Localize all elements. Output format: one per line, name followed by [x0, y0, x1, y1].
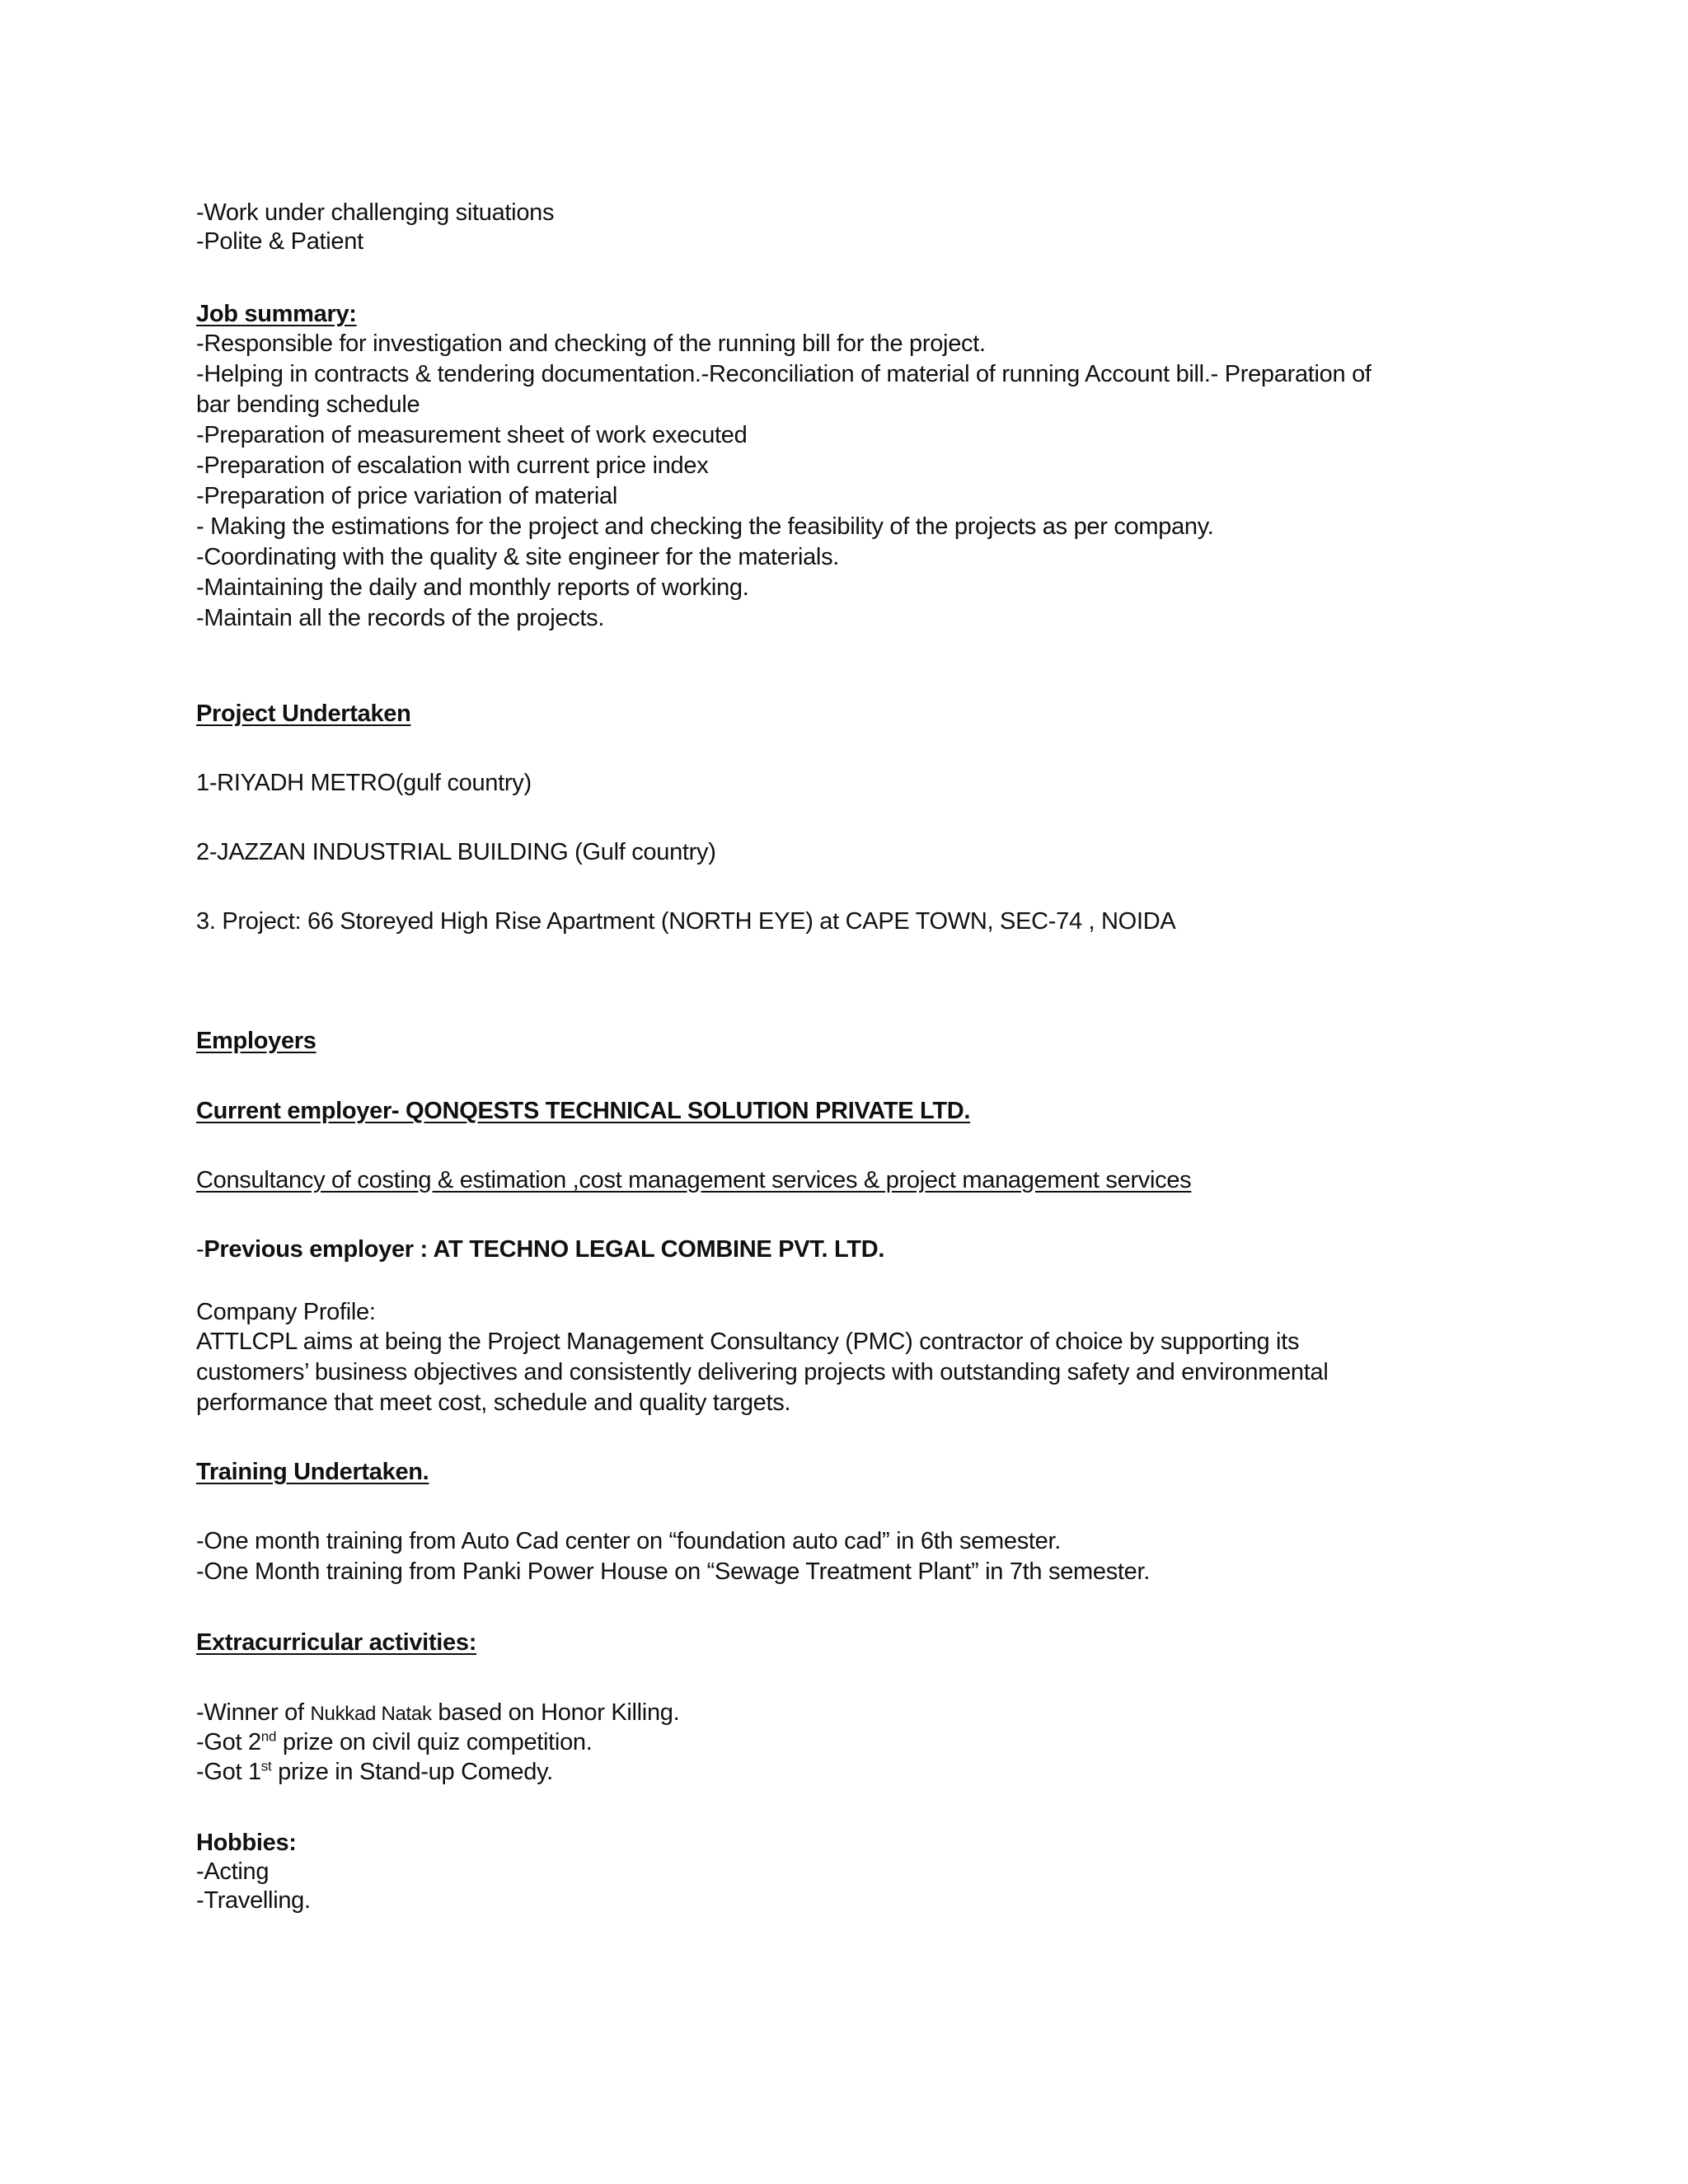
- comedy-ordinal: st: [260, 1758, 272, 1774]
- employers-heading: Employers: [196, 1028, 316, 1054]
- comedy-prefix: -Got 1: [196, 1759, 261, 1785]
- job-summary-line: -Coordinating with the quality & site engineer for the materials.: [196, 544, 840, 570]
- company-profile-line: customers’ business objectives and consistently delivering projects with outstanding safety and environmental: [196, 1359, 1329, 1385]
- hobby-item: -Acting: [196, 1858, 270, 1885]
- hobbies-heading: Hobbies:: [196, 1830, 297, 1856]
- company-profile-line: performance that meet cost, schedule and quality targets.: [196, 1390, 791, 1416]
- extracurricular-comedy: [196, 1757, 553, 1787]
- quality-line: -Work under challenging situations: [196, 199, 555, 226]
- project-item: 3. Project: 66 Storeyed High Rise Apartment (NORTH EYE) at CAPE TOWN, SEC-74 , NOIDA: [196, 908, 1176, 935]
- hobby-item: -Travelling.: [196, 1887, 311, 1914]
- project-item: 2-JAZZAN INDUSTRIAL BUILDING (Gulf country): [196, 839, 716, 865]
- quiz-prefix: -Got 2: [196, 1729, 261, 1755]
- job-summary-line: -Maintaining the daily and monthly reports of working.: [196, 574, 749, 601]
- quiz-ordinal: nd: [260, 1728, 277, 1745]
- winner-suffix: based on Honor Killing.: [431, 1699, 680, 1726]
- job-summary-line: -Preparation of escalation with current price index: [196, 452, 709, 479]
- extracurricular-quiz: [196, 1727, 593, 1757]
- quality-line: -Polite & Patient: [196, 228, 363, 255]
- projects-heading: Project Undertaken: [196, 701, 411, 727]
- training-line: -One Month training from Panki Power House on “Sewage Treatment Plant” in 7th semester.: [196, 1558, 1151, 1585]
- previous-employer-name: Previous employer : AT TECHNO LEGAL COMBINE PVT. LTD.: [204, 1236, 885, 1263]
- job-summary-line: -Preparation of price variation of material: [196, 483, 617, 509]
- company-profile-line: ATTLCPL aims at being the Project Management Consultancy (PMC) contractor of choice by supporting its: [196, 1329, 1300, 1355]
- job-summary-line: bar bending schedule: [196, 391, 420, 418]
- job-summary-line: -Preparation of measurement sheet of work executed: [196, 422, 748, 448]
- project-item: 1-RIYADH METRO(gulf country): [196, 770, 532, 796]
- current-employer: Current employer- QONQESTS TECHNICAL SOLUTION PRIVATE LTD.: [196, 1098, 971, 1124]
- job-summary-line: -Helping in contracts & tendering documentation.-Reconciliation of material of running Account bill.- Preparation of: [196, 361, 1372, 387]
- winner-event: Nukkad Natak: [310, 1703, 432, 1725]
- job-summary-line: - Making the estimations for the project and checking the feasibility of the projects as per company.: [196, 513, 1214, 540]
- comedy-suffix: prize in Stand-up Comedy.: [271, 1759, 553, 1785]
- winner-prefix: -Winner of: [196, 1699, 311, 1726]
- quiz-suffix: prize on civil quiz competition.: [276, 1729, 593, 1755]
- extracurricular-heading: Extracurricular activities:: [196, 1629, 477, 1656]
- training-line: -One month training from Auto Cad center on “foundation auto cad” in 6th semester.: [196, 1528, 1062, 1554]
- previous-employer-prefix: -: [196, 1236, 204, 1263]
- extracurricular-winner: [196, 1698, 679, 1729]
- company-profile-label: Company Profile:: [196, 1299, 376, 1325]
- training-heading: Training Undertaken.: [196, 1459, 429, 1485]
- job-summary-heading: Job summary:: [196, 301, 357, 327]
- job-summary-line: -Maintain all the records of the projects.: [196, 605, 605, 631]
- job-summary-line: -Responsible for investigation and checking of the running bill for the project.: [196, 330, 986, 357]
- current-employer-description: Consultancy of costing & estimation ,cost management services & project management services: [196, 1167, 1192, 1193]
- previous-employer: [196, 1235, 884, 1264]
